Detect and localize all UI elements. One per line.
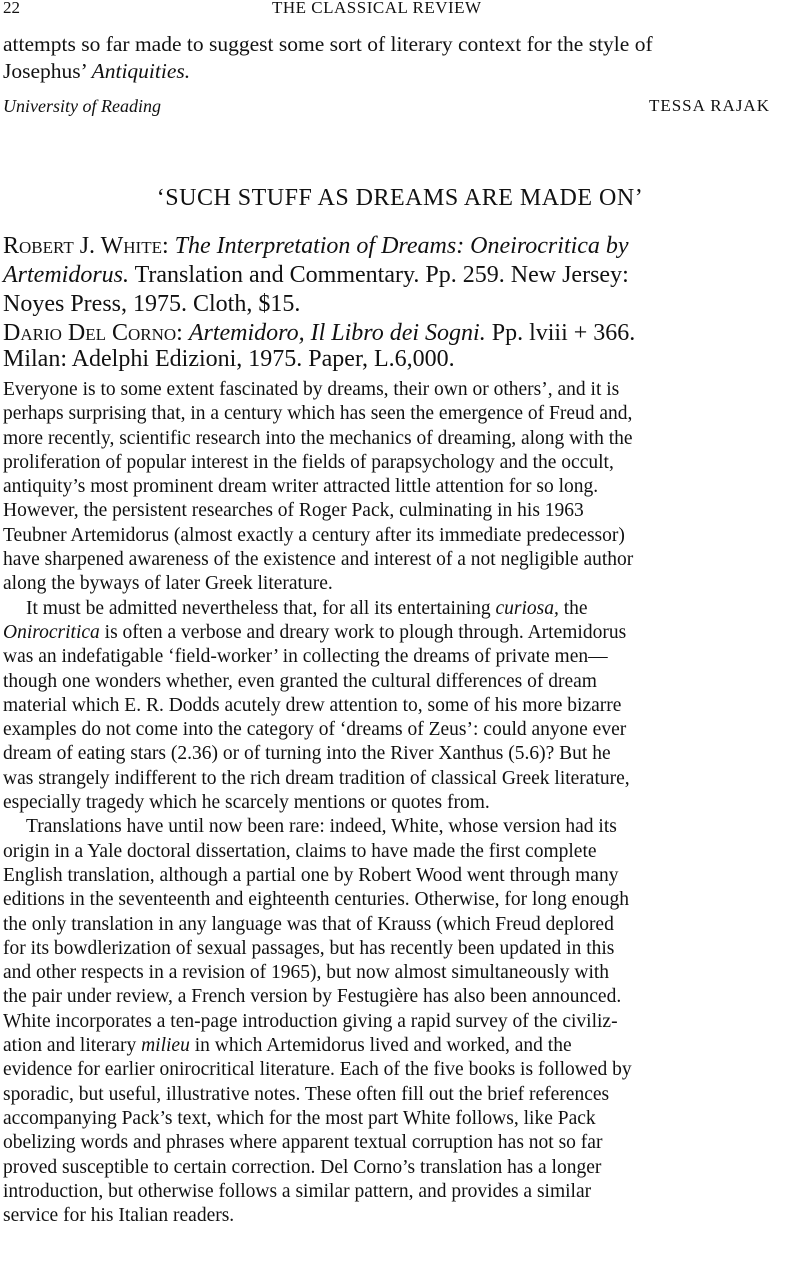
text-line: origin in a Yale doctoral dissertation, claims to have made the first complete <box>3 840 597 862</box>
text-line: proliferation of popular interest in the fields of parapsychology and the occult, <box>3 451 614 473</box>
text-line: and other respects in a revision of 1965), but now almost simultaneously with <box>3 962 610 984</box>
text-line: service for his Italian readers. <box>3 1205 235 1227</box>
text-line: more recently, scientific research into the mechanics of dreaming, along with the <box>3 427 633 449</box>
italic-title: Antiquities. <box>91 59 191 83</box>
book-2-line-2: Milan: Adelphi Edizioni, 1975. Paper, L.6,000. <box>3 346 455 372</box>
text-line: introduction, but otherwise follows a similar pattern, and provides a similar <box>3 1180 592 1202</box>
text-run: It must be admitted nevertheless that, for all its entertaining <box>26 597 496 619</box>
italic-term: curiosa, <box>495 597 559 619</box>
text-line <box>3 621 798 645</box>
text-line: Everyone is to some extent fascinated by dreams, their own or others’, and it is <box>3 379 620 400</box>
running-head <box>0 0 800 20</box>
text-run: ation and literary <box>3 1035 142 1057</box>
text-run: Josephus’ <box>3 59 92 83</box>
text-line: However, the persistent researches of Roger Pack, culminating in his 1963 <box>3 500 584 522</box>
book-1-title: The Interpretation of Dreams: Oneirocritica by <box>174 233 629 259</box>
text-line: editions in the seventeenth and eighteenth centuries. Otherwise, for long enough <box>3 889 629 911</box>
text-line: accompanying Pack’s text, which for the most part White follows, like Pack <box>3 1107 596 1129</box>
book-2-line-1: Dario Del Corno: Artemidoro, Il Libro dei Sogni. Pp. lviii + 366. <box>3 320 636 346</box>
text-line: the pair under review, a French version by Festugière has also been announced. <box>3 986 622 1008</box>
text-line: examples do not come into the category of ‘dreams of Zeus’: could anyone ever <box>3 719 627 741</box>
text-line: sporadic, but useful, illustrative notes. These often fill out the brief references <box>3 1083 610 1105</box>
paragraph-2 <box>3 597 798 816</box>
book-1-line-2 <box>3 261 629 290</box>
text-line: antiquity’s most prominent dream writer attracted little attention for so long. <box>3 476 599 498</box>
book-1-author: Robert J. White <box>3 233 162 259</box>
text-run: the <box>558 597 588 619</box>
review-title: ‘SUCH STUFF AS DREAMS ARE MADE ON’ <box>156 185 644 211</box>
text-line: proved susceptible to certain correction. Del Corno’s translation has a longer <box>3 1156 602 1178</box>
text-line: White incorporates a ten-page introduction giving a rapid survey of the civiliz- <box>3 1010 618 1032</box>
text-line <box>3 1034 798 1058</box>
text-line: perhaps surprising that, in a century which has seen the emergence of Freud and, <box>3 403 633 425</box>
text-line: was strangely indifferent to the rich dream tradition of classical Greek literature, <box>3 767 630 789</box>
book-1-line-3: Noyes Press, 1975. Cloth, $15. <box>3 291 301 317</box>
text-line: though one wonders whether, even granted the cultural differences of dream <box>3 670 597 692</box>
paragraph-3 <box>3 815 798 1228</box>
italic-title: Onirocritica <box>3 621 100 643</box>
text-line: Teubner Artemidorus (almost exactly a century after its immediate predecessor) <box>3 524 625 546</box>
text-line: English translation, although a partial one by Robert Wood went through many <box>3 864 619 886</box>
text-line: evidence for earlier onirocritical literature. Each of the five books is followed by <box>3 1059 632 1081</box>
text-run: is often a verbose and dreary work to plough through. Artemidorus <box>99 621 627 643</box>
text-line: have sharpened awareness of the existence and interest of a not negligible author <box>3 549 634 571</box>
reviewer-name: TESSA RAJAK <box>648 96 770 115</box>
book-1-title-cont: Artemidorus. <box>3 262 129 288</box>
italic-term: milieu <box>141 1035 190 1057</box>
book-1-line-1: Robert J. White: The Interpretation of Dreams: Oneirocritica by <box>3 233 629 259</box>
text-line: Translations have until now been rare: indeed, White, whose version had its <box>26 816 617 838</box>
text-line: the only translation in any language was that of Krauss (which Freud deplored <box>3 913 614 935</box>
review-body <box>3 378 798 1228</box>
text-run: in which Artemidorus lived and worked, and the <box>189 1035 572 1057</box>
text-line: material which E. R. Dodds acutely drew attention to, some of his more bizarre <box>3 694 622 716</box>
text-line: dream of eating stars (2.36) or of turning into the River Xanthus (5.6)? But he <box>3 743 611 765</box>
text-line: along the byways of later Greek literature. <box>3 573 333 595</box>
text-line: especially tragedy which he scarcely mentions or quotes from. <box>3 792 490 814</box>
book-2-title: Artemidoro, Il Libro dei Sogni. <box>188 320 486 346</box>
text-line: was an indefatigable ‘field-worker’ in collecting the dreams of private men— <box>3 646 608 668</box>
paragraph-1 <box>3 378 798 597</box>
reviewer-affiliation: University of Reading <box>3 96 161 116</box>
book-2-details: Pp. lviii + 366. <box>485 320 636 346</box>
text-line: for its bowdlerization of sexual passages, but has recently been updated in this <box>3 937 615 959</box>
book-1-details: Translation and Commentary. Pp. 259. New Jersey: <box>129 262 629 288</box>
text-line <box>3 597 798 621</box>
prev-review-line-1: attempts so far made to suggest some sort of literary context for the style of <box>3 32 653 56</box>
prev-review-line-2 <box>3 58 190 84</box>
book-2-author: Dario Del Corno <box>3 320 177 346</box>
text-line: obelizing words and phrases where apparent textual corruption has not so far <box>3 1132 603 1154</box>
page-number: 22 <box>3 0 20 17</box>
journal-title: THE CLASSICAL REVIEW <box>272 0 482 17</box>
